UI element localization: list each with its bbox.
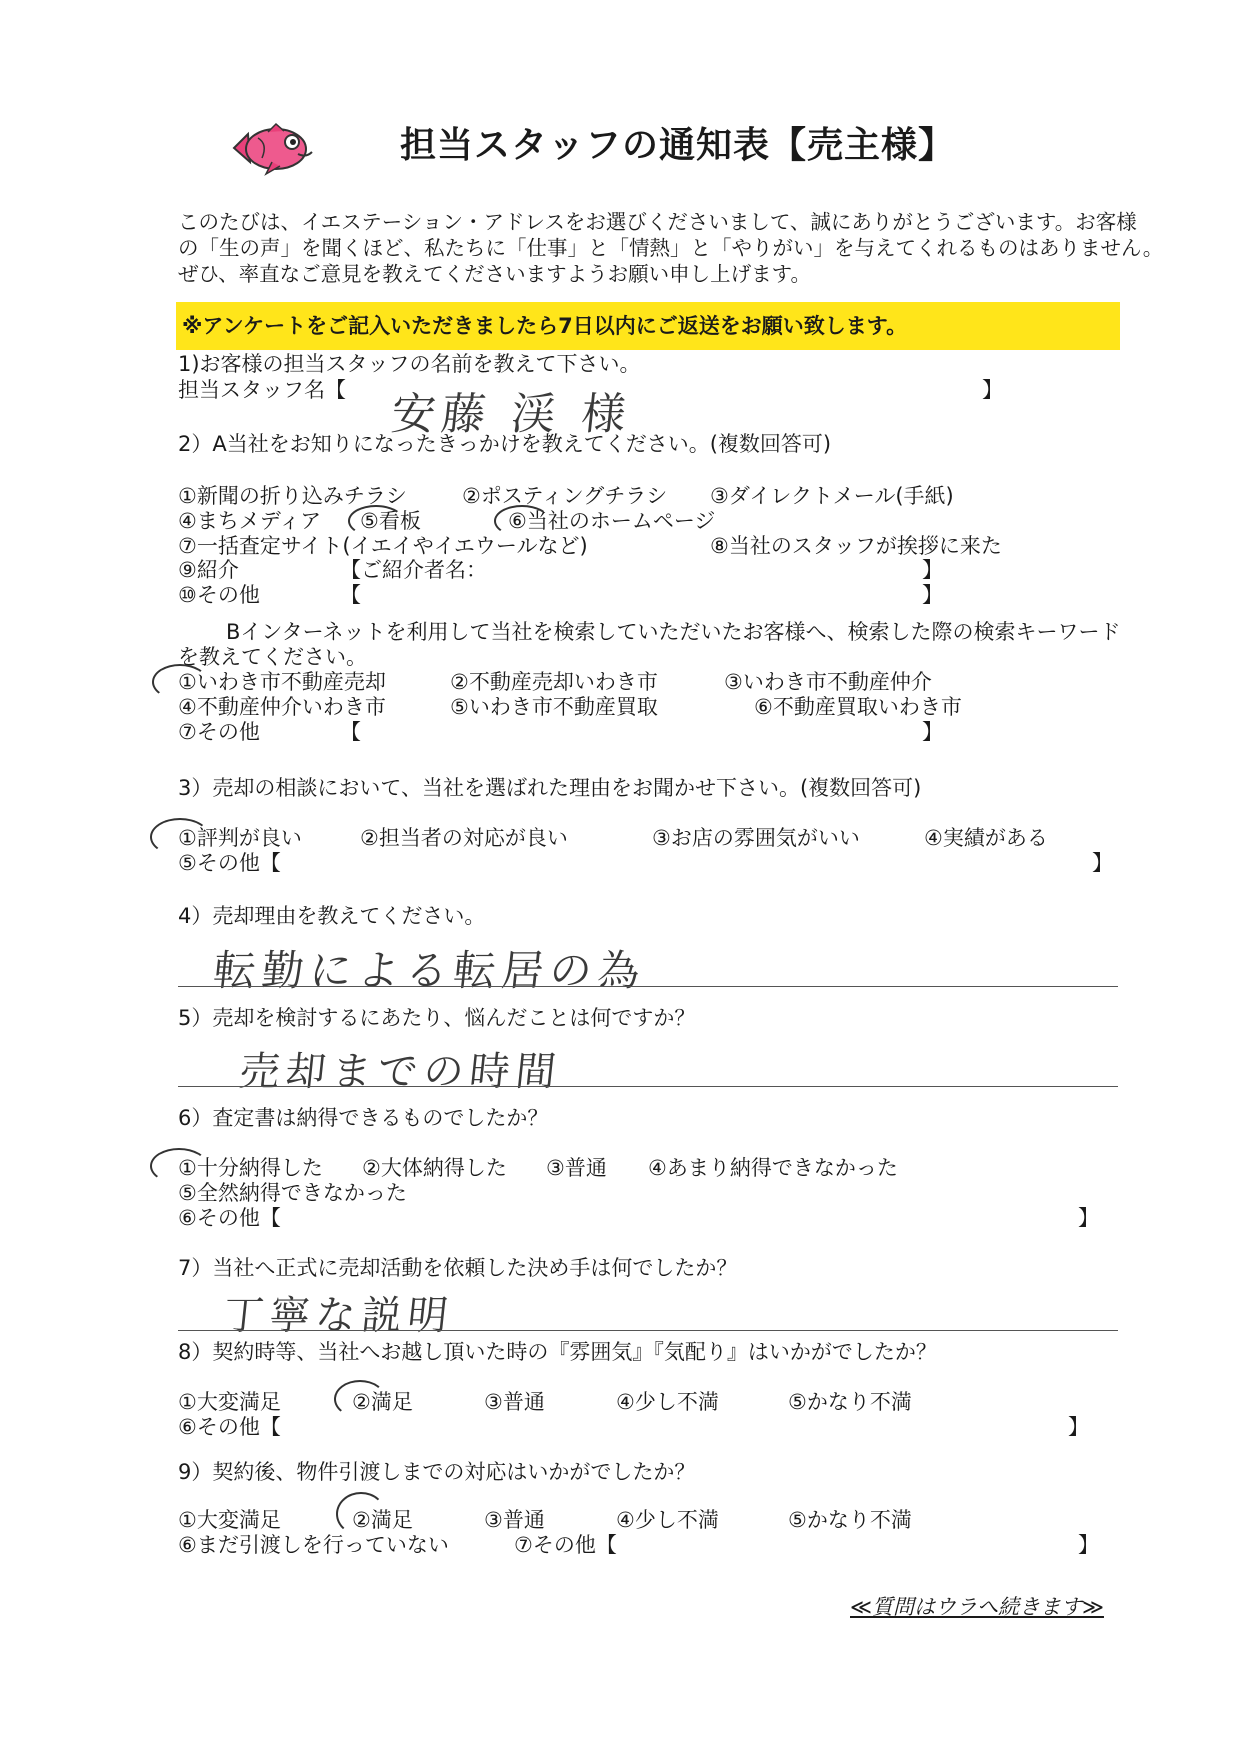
q2a-option-2: ②ポスティングチラシ: [462, 484, 668, 508]
q2a-option-9: ⑨紹介: [178, 558, 239, 582]
q9-option-5: ⑤かなり不満: [788, 1508, 912, 1532]
q8-question: 8）契約時等、当社へお越し頂いた時の『雰囲気』『気配り』はいかがでしたか？: [178, 1340, 937, 1364]
q3-option-2: ②担当者の対応が良い: [360, 826, 568, 850]
q9-option-3: ③普通: [484, 1508, 545, 1532]
q6-option-5: ⑤全然納得できなかった: [178, 1181, 407, 1205]
q6-option-6: ⑥その他【: [178, 1206, 281, 1230]
q3-option-1: ①評判が良い: [178, 826, 302, 850]
q4-question: 4）売却理由を教えてください。: [178, 904, 486, 928]
q8-option-5: ⑤かなり不満: [788, 1390, 912, 1414]
q7-handwritten-answer: 丁寧な説明: [221, 1293, 457, 1339]
q2b-option-4: ④不動産仲介いわき市: [178, 695, 386, 719]
q2a-question: 2）A当社をお知りになったきっかけを教えてください。(複数回答可): [178, 432, 832, 456]
q9-circle-2: [336, 1492, 386, 1536]
q5-answer-line: [178, 1086, 1118, 1087]
q8-option-1: ①大変満足: [178, 1390, 281, 1414]
q2a-option-8: ⑧当社のスタッフが挨拶に来た: [710, 534, 1002, 558]
q5-handwritten-answer: 売却までの時間: [237, 1049, 565, 1095]
q9-other-close: 】: [1078, 1533, 1099, 1557]
q6-question: 6）査定書は納得できるものでしたか？: [178, 1106, 549, 1130]
q9-option-6: ⑥まだ引渡しを行っていない: [178, 1533, 449, 1557]
q2b-option-2: ②不動産売却いわき市: [450, 670, 658, 694]
q1-question: 1)お客様の担当スタッフの名前を教えて下さい。: [178, 352, 641, 376]
q1-close: 】: [982, 378, 1003, 402]
q2a-referrer-label: 【ご紹介者名：: [340, 558, 487, 582]
q6-option-3: ③普通: [546, 1156, 607, 1180]
q6-circle-1: [150, 1148, 208, 1184]
notice-text: ※アンケートをご記入いただきましたら7日以内にご返送をお願い致します。: [182, 314, 908, 338]
intro-line-3: ぜひ、率直なご意見を教えてくださいますようお願い申し上げます。: [178, 262, 812, 286]
q3-option-4: ④実績がある: [924, 826, 1048, 850]
q2a-option-4: ④まちメディア: [178, 509, 322, 533]
q2a-option-6: ⑥当社のホームページ: [508, 509, 716, 533]
q2a-circle-6: [494, 505, 550, 537]
q2a-option-10: ⑩その他: [178, 583, 260, 607]
q1-label: 担当スタッフ名【: [178, 378, 346, 402]
q7-answer-line: [178, 1330, 1118, 1331]
q2b-circle-1: [152, 664, 208, 700]
intro-line-2: の「生の声」を聞くほど、私たちに「仕事」と「情熱」と「やりがい」を与えてくれるものはありません。: [178, 236, 1164, 260]
q8-option-4: ④少し不満: [616, 1390, 719, 1414]
q8-option-3: ③普通: [484, 1390, 545, 1414]
intro-line-1: このたびは、イエステーション・アドレスをお選びくださいまして、誠にありがとうございます。お客様: [178, 210, 1137, 234]
q2a-other-close: 】: [922, 583, 943, 607]
q9-option-1: ①大変満足: [178, 1508, 281, 1532]
q4-answer-line: [178, 986, 1118, 987]
q3-question: 3）売却の相談において、当社を選ばれた理由をお聞かせ下さい。(複数回答可): [178, 776, 922, 800]
q3-other-close: 】: [1092, 851, 1113, 875]
q3-option-5: ⑤その他【: [178, 851, 281, 875]
q3-option-3: ③お店の雰囲気がいい: [652, 826, 860, 850]
q9-option-7: ⑦その他【: [514, 1533, 617, 1557]
q2b-option-3: ③いわき市不動産仲介: [724, 670, 932, 694]
q8-other-close: 】: [1068, 1415, 1089, 1439]
q2b-other-open: 【: [340, 720, 361, 744]
q8-circle-2: [334, 1380, 386, 1418]
q2a-option-3: ③ダイレクトメール(手紙): [710, 484, 954, 508]
q2b-option-6: ⑥不動産買取いわき市: [754, 695, 962, 719]
q7-question: 7）当社へ正式に売却活動を依頼した決め手は何でしたか？: [178, 1256, 738, 1280]
q9-question: 9）契約後、物件引渡しまでの対応はいかがでしたか？: [178, 1460, 696, 1484]
q2b-other-close: 】: [922, 720, 943, 744]
q8-option-2: ②満足: [352, 1390, 413, 1414]
fish-icon: [228, 118, 318, 180]
q6-option-1: ①十分納得した: [178, 1156, 323, 1180]
q2b-option-5: ⑤いわき市不動産買取: [450, 695, 658, 719]
q6-option-4: ④あまり納得できなかった: [648, 1156, 898, 1180]
q2a-option-7: ⑦一括査定サイト(イエイやイエウールなど): [178, 534, 588, 558]
q2a-referrer-close: 】: [922, 558, 943, 582]
q2a-circle-5: [348, 505, 404, 537]
q5-question: 5）売却を検討するにあたり、悩んだことは何ですか？: [178, 1006, 696, 1030]
q2b-option-7: ⑦その他: [178, 720, 260, 744]
q6-option-2: ②大体納得した: [362, 1156, 507, 1180]
q2a-option-5: ⑤看板: [360, 509, 421, 533]
q3-circle-1: [150, 818, 210, 856]
q2a-other-open: 【: [340, 583, 361, 607]
q2b-option-1: ①いわき市不動産売却: [178, 670, 386, 694]
q9-option-2: ②満足: [352, 1508, 413, 1532]
q4-handwritten-answer: 転勤による転居の為: [211, 946, 649, 995]
q2b-question-line-2: を教えてください。: [178, 645, 367, 669]
q2a-option-1: ①新聞の折り込みチラシ: [178, 484, 407, 508]
page-title: 担当スタッフの通知表【売主様】: [400, 125, 956, 166]
q8-option-6: ⑥その他【: [178, 1415, 281, 1439]
q6-other-close: 】: [1078, 1206, 1099, 1230]
footer-continue-note: ≪質問はウラへ続きます≫: [850, 1595, 1104, 1619]
q2b-question-line-1: Bインターネットを利用して当社を検索していただいたお客様へ、検索した際の検索キーワード: [226, 620, 1121, 644]
q1-handwritten-answer: 安藤 渓 様: [388, 389, 635, 440]
q9-option-4: ④少し不満: [616, 1508, 719, 1532]
